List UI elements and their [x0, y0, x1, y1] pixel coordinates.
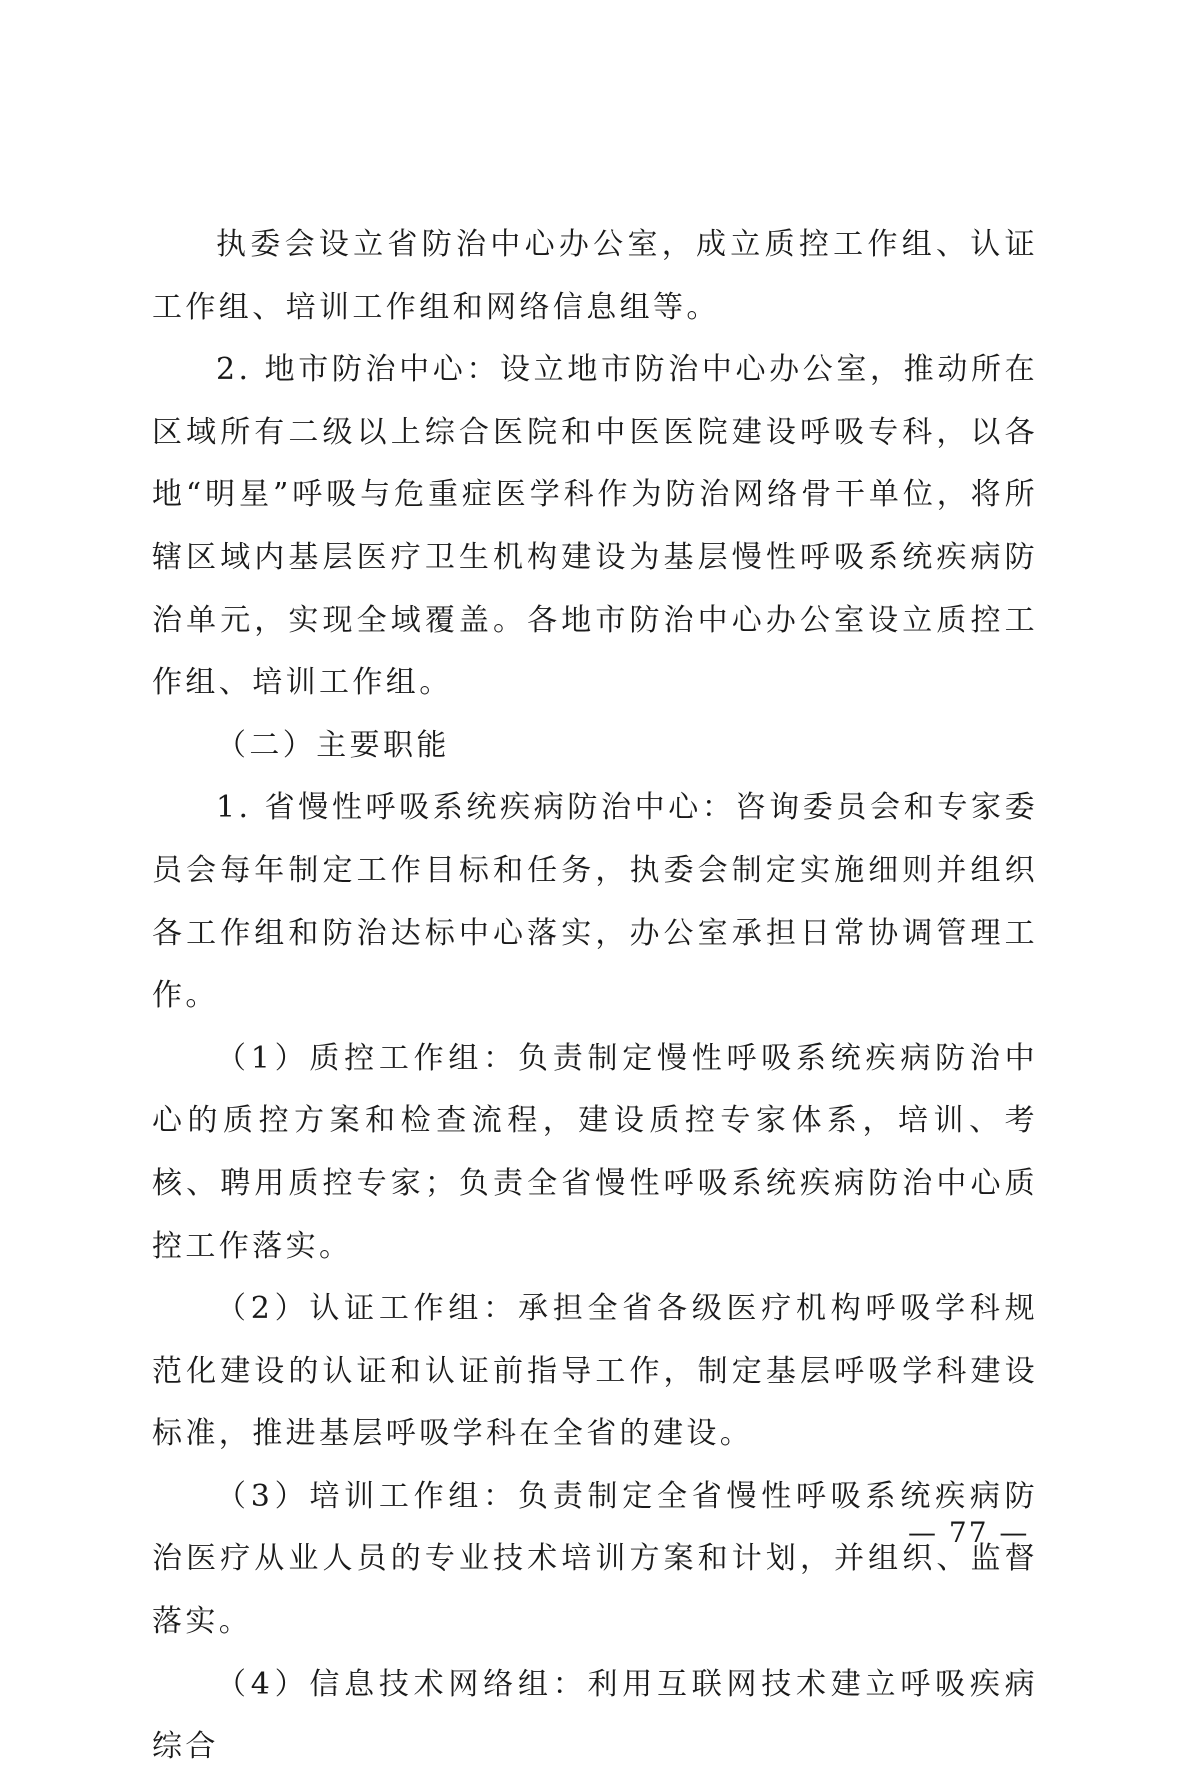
paragraph-quality-control-group: （1）质控工作组：负责制定慢性呼吸系统疾病防治中心的质控方案和检查流程，建设质控专家体系，培训、考核、聘用质控专家；负责全省慢性呼吸系统疾病防治中心质控工作落实。: [152, 1040, 1038, 1264]
paragraph-certification-group: （2）认证工作组：承担全省各级医疗机构呼吸学科规范化建设的认证和认证前指导工作，制定基层呼吸学科建设标准，推进基层呼吸学科在全省的建设。: [152, 1291, 1038, 1452]
page-number: — 77 —: [908, 1516, 1030, 1549]
section-heading-main-functions: （二）主要职能: [216, 727, 450, 763]
paragraph-office-setup: 执委会设立省防治中心办公室，成立质控工作组、认证工作组、培训工作组和网络信息组等。: [152, 227, 1038, 325]
paragraph-training-group: （3）培训工作组：负责制定全省慢性呼吸系统疾病防治医疗从业人员的专业技术培训方案和计划，并组织、监督落实。: [152, 1478, 1038, 1640]
paragraph-it-network-group: （4）信息技术网络组：利用互联网技术建立呼吸疾病综合: [152, 1666, 1038, 1765]
paragraph-provincial-center: 1. 省慢性呼吸系统疾病防治中心：咨询委员会和专家委员会每年制定工作目标和任务，执委会制定实施细则并组织各工作组和防治达标中心落实，办公室承担日常协调管理工作。: [152, 790, 1038, 1014]
document-body: [152, 214, 1038, 1779]
paragraph-city-center: 2. 地市防治中心：设立地市防治中心办公室，推动所在区域所有二级以上综合医院和中医医院建设呼吸专科，以各地“明星”呼吸与危重症医学科作为防治网络骨干单位，将所辖区域内基层医疗卫生机构建设为基层慢性呼吸系统疾病防治单元，实现全域覆盖。各地市防治中心办公室设立质控工作组、培训工作组。: [152, 352, 1038, 701]
